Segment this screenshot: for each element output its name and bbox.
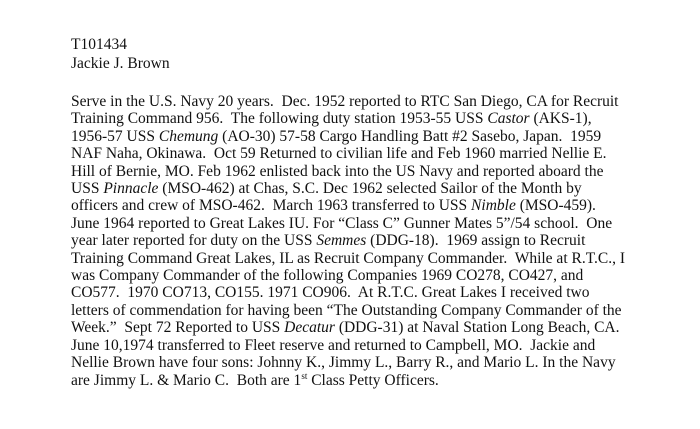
paragraph-line <box>71 128 700 145</box>
paragraph-line <box>71 319 700 336</box>
line-text: 1956-57 USS <box>71 127 159 145</box>
paragraph-line <box>71 163 700 180</box>
line-text: Hill of Bernie, MO. Feb 1962 enlisted back into the US Navy and reported aboard the <box>71 162 604 180</box>
ship-name: Pinnacle <box>103 180 159 198</box>
paragraph-line <box>71 284 700 301</box>
paragraph-line <box>71 337 700 354</box>
line-text: Training Command 956. The following duty station 1953-55 USS <box>71 110 488 128</box>
paragraph-line <box>71 110 700 127</box>
line-text: Serve in the U.S. Navy 20 years. Dec. 1952 reported to RTC San Diego, CA for Recruit <box>71 93 619 110</box>
record-id: T101434 <box>71 36 127 53</box>
line-text: (AO-30) 57-58 Cargo Handling Batt #2 Sasebo, Japan. 1959 <box>218 127 602 145</box>
line-text: officers and crew of MSO-462. March 1963 transferred to USS <box>71 197 472 215</box>
paragraph-line <box>71 372 700 389</box>
line-text: (DDG-31) at Naval Station Long Beach, CA. <box>334 319 620 337</box>
paragraph-line <box>71 250 700 267</box>
ship-name: Chemung <box>158 127 219 145</box>
line-text: letters of commendation for having been “The Outstanding Company Commander of the <box>71 301 622 319</box>
line-text: year later reported for duty on the USS <box>71 232 317 250</box>
line-text: are Jimmy L. & Mario C. Both are 1 <box>71 371 302 389</box>
paragraph-line <box>71 267 700 284</box>
line-text: June 10,1974 transferred to Fleet reserve and returned to Campbell, MO. Jackie and <box>71 336 596 354</box>
paragraph-line <box>71 197 700 214</box>
line-text: Class Petty Officers. <box>307 371 439 389</box>
line-text: USS <box>71 180 104 198</box>
line-text: (AKS-1), <box>529 110 592 128</box>
line-text: Nellie Brown have four sons: Johnny K., Jimmy L., Barry R., and Mario L. In the Navy <box>71 354 616 372</box>
paragraph-line <box>71 180 700 197</box>
line-text: NAF Naha, Okinawa. Oct 59 Returned to civilian life and Feb 1960 married Nellie E. <box>71 145 607 163</box>
biography-paragraph <box>71 93 700 389</box>
line-text: (MSO-459). <box>515 197 596 215</box>
line-text: (DDG-18). 1969 assign to Recruit <box>366 232 586 250</box>
line-text: Week.” Sept 72 Reported to USS <box>71 319 285 337</box>
line-text: CO577. 1970 CO713, CO155. 1971 CO906. At R.T.C. Great Lakes I received two <box>71 284 590 302</box>
line-text: (MSO-462) at Chas, S.C. Dec 1962 selected Sailor of the Month by <box>158 180 582 198</box>
ship-name: Castor <box>487 110 530 128</box>
line-text: June 1964 reported to Great Lakes IU. For “Class C” Gunner Mates 5”/54 school. One <box>71 214 613 232</box>
paragraph-line <box>71 302 700 319</box>
paragraph-line <box>71 215 700 232</box>
ship-name: Nimble <box>471 197 516 215</box>
document-header <box>71 35 170 73</box>
paragraph-line <box>71 145 700 162</box>
line-text: was Company Commander of the following Companies 1969 CO278, CO427, and <box>71 267 584 285</box>
ship-name: Semmes <box>316 232 367 250</box>
paragraph-line <box>71 93 700 110</box>
ship-name: Decatur <box>284 319 335 337</box>
paragraph-line <box>71 354 700 371</box>
person-name: Jackie J. Brown <box>71 55 170 72</box>
paragraph-line <box>71 232 700 249</box>
ordinal-suffix: st <box>301 370 308 381</box>
line-text: Training Command Great Lakes, IL as Recruit Company Commander. While at R.T.C., I <box>71 249 626 267</box>
